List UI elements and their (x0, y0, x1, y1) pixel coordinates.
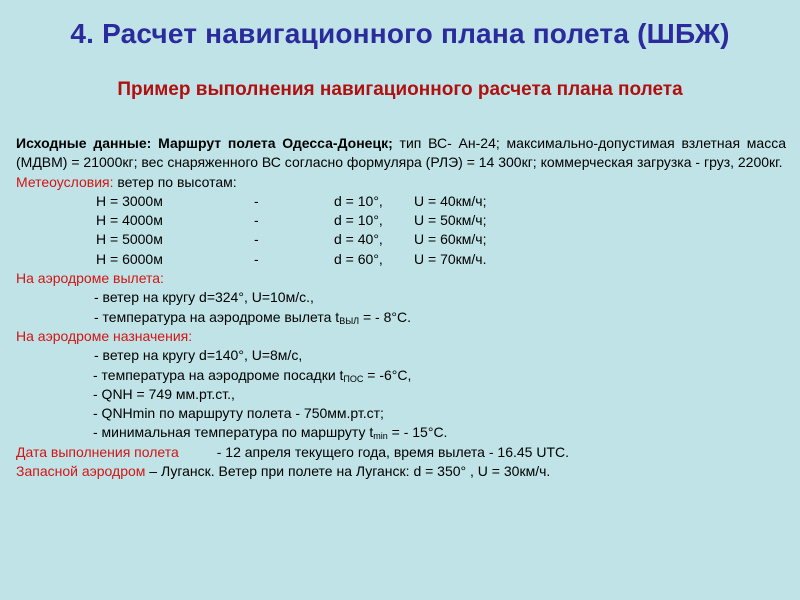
destination-temp-subscript: ПОС (343, 373, 364, 384)
altitude: H = 3000м (96, 192, 163, 209)
flight-date-line (16, 443, 786, 462)
departure-temp-value: = - 8°С. (359, 308, 411, 325)
departure-wind: - ветер на кругу d=324°, U=10м/с., (94, 289, 314, 306)
dash: - (254, 231, 259, 248)
destination-temp-value: = -6°С, (363, 366, 412, 383)
wind-speed: U = 60км/ч; (414, 231, 487, 248)
destination-wind: - ветер на кругу d=140°, U=8м/с, (94, 347, 303, 364)
route-min-temperature (16, 423, 786, 442)
destination-qnh: - QNH = 749 мм.рт.ст., (93, 385, 235, 402)
wind-direction: d = 10°, (334, 192, 383, 209)
departure-temp-subscript: ВЫЛ (339, 315, 360, 326)
altitude: H = 6000м (96, 250, 163, 267)
dash: - (254, 250, 259, 267)
alternate-text: – Луганск. Ветер при полете на Луганск: d = 350° , U = 30км/ч. (145, 463, 551, 480)
destination-label: На аэродроме назначения: (16, 327, 193, 344)
departure-temp-text: - температура на аэродроме вылета t (94, 308, 340, 325)
flight-date-label: Дата выполнения полета (16, 443, 179, 460)
dash: - (254, 212, 259, 229)
departure-label: На аэродроме вылета: (16, 270, 164, 287)
page-subtitle: Пример выполнения навигационного расчета плана полета (117, 79, 683, 100)
wind-row (16, 230, 786, 249)
content-body (16, 134, 786, 481)
meteo-line (16, 173, 786, 192)
initial-data-paragraph (16, 134, 786, 173)
wind-speed: U = 50км/ч; (414, 212, 487, 229)
flight-date-text: - 12 апреля текущего года, время вылета - 16.45 UTC. (216, 443, 569, 460)
page-title: 4. Расчет навигационного плана полета (ШБЖ) (70, 18, 730, 49)
departure-temperature (16, 308, 786, 327)
wind-speed: U = 70км/ч. (414, 250, 487, 267)
meteo-label: Метеоусловия: (16, 173, 114, 190)
destination-temperature (16, 366, 786, 385)
initial-data-heading: Исходные данные: Маршрут полета Одесса-Донецк; (16, 135, 393, 151)
altitude: H = 4000м (96, 212, 163, 229)
wind-speed: U = 40км/ч; (414, 192, 487, 209)
wind-row (16, 211, 786, 230)
wind-direction: d = 40°, (334, 231, 383, 248)
min-temp-value: = - 15°С. (387, 424, 448, 441)
wind-row (16, 192, 786, 211)
altitude: H = 5000м (96, 231, 163, 248)
wind-row (16, 250, 786, 269)
min-temp-subscript: min (373, 431, 388, 442)
wind-direction: d = 10°, (334, 212, 383, 229)
min-temp-text: - минимальная температура по маршруту t (93, 424, 374, 441)
alternate-line (16, 462, 786, 481)
alternate-label: Запасной аэродром (16, 463, 146, 480)
route-qnhmin: - QNHmin по маршруту полета - 750мм.рт.ст; (93, 405, 384, 422)
wind-direction: d = 60°, (334, 250, 383, 267)
destination-temp-text: - температура на аэродроме посадки t (93, 366, 344, 383)
meteo-text: ветер по высотам: (113, 173, 237, 190)
initial-data-text: тип ВС- Ан-24; максимально-допустимая взлетная масса (МДВМ) = 21000кг; вес снаряженного ВС согласно формуляра (РЛЭ) = 14 300кг; коммерческая загрузка - груз, 2200кг. (16, 135, 787, 171)
dash: - (254, 192, 259, 209)
